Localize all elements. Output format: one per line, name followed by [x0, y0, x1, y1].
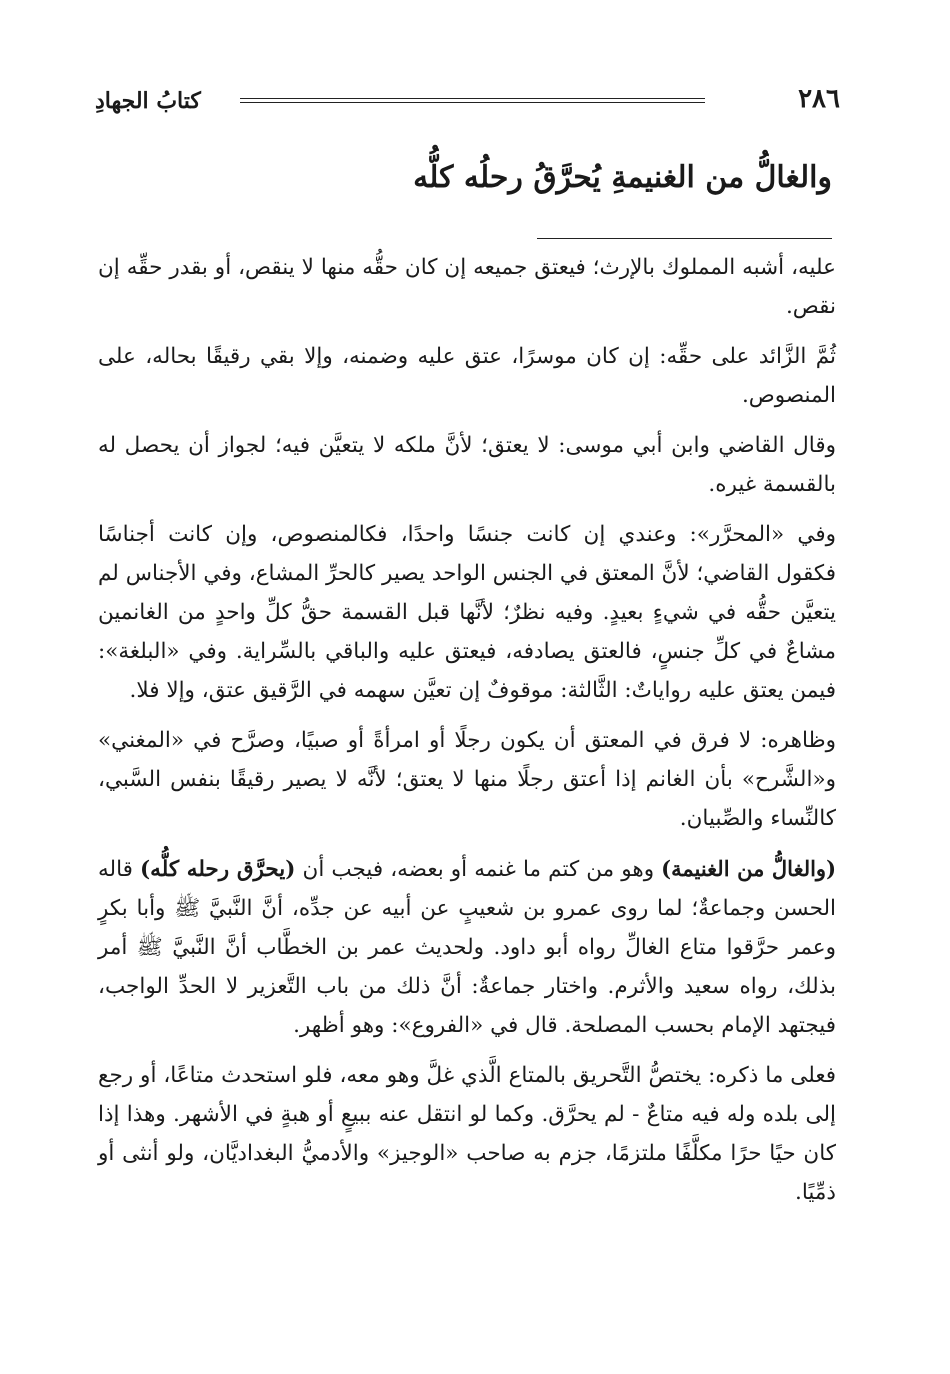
paragraph: عليه، أشبه المملوك بالإرث؛ فيعتق جميعه إن كان حقُّه منها لا ينقص، أو بقدر حقِّه إن نقص.	[98, 255, 836, 319]
paragraph: وظاهره: لا فرق في المعتق أن يكون رجلًا أو امرأةً أو صبيًا، وصرَّح في «المغني» و«الشَّرح» بأن الغانم إذا أعتق رجلًا منها لا يعتق؛ لأنَّه لا يصير رقيقًا بنفس السَّبي، كالنِّساء والصِّبيان.	[98, 728, 836, 831]
commentary-lead: (والغالُّ من الغنيمة)	[661, 856, 837, 881]
title-rule	[537, 238, 832, 239]
commentary-bold: (يحرَّق رحله كلُّه)	[140, 857, 296, 882]
running-header	[95, 80, 840, 120]
commentary-text: قاله الحسن وجماعةٌ؛ لما روى عمرو بن شعيبٍ عن أبيه عن جدِّه، أنَّ النَّبيَّ ﷺ وأبا بكرٍ وعمر حرَّقوا متاع الغالِّ رواه أبو داود. ولحديث عمر بن الخطَّاب أنَّ النَّبيَّ ﷺ أمر بذلك، رواه سعيد والأثرم. واختار جماعةٌ: أنَّ ذلك من باب التَّعزير لا الحدِّ الواجب، فيجتهد الإمام بحسب المصلحة. قال في «الفروع»: وهو أظهر.	[98, 857, 836, 1038]
section-title: والغالُّ من الغنيمةِ يُحرَّقُ رحلُه كلُّه	[413, 160, 832, 195]
paragraph: وقال القاضي وابن أبي موسى: لا يعتق؛ لأنَّ ملكه لا يتعيَّن فيه؛ لجواز أن يحصل له بالقسمة غيره.	[98, 433, 836, 497]
book-title: كتابُ الجهادِ	[95, 88, 201, 114]
page-body	[98, 248, 836, 1223]
paragraph: فعلى ما ذكره: يختصُّ التَّحريق بالمتاع الَّذي غلَّ وهو معه، فلو استحدث متاعًا، أو رجع إلى بلده وله فيه متاعٌ - لم يحرَّق. وكما لو انتقل عنه ببيعٍ أو هبةٍ في الأشهر. وهذا إذا كان حيًا حرًا مكلَّفًا ملتزمًا، جزم به صاحب «الوجيز» والأدميُّ البغداديَّان، ولو أنثى أو ذمِّيًا.	[98, 1063, 836, 1205]
commentary-paragraph	[98, 849, 836, 1045]
paragraph: ثُمَّ الزَّائد على حقِّه: إن كان موسرًا، عتق عليه وضمنه، وإلا بقي رقيقًا بحاله، على المنصوص.	[98, 344, 836, 408]
page-number: ٢٨٦	[798, 84, 840, 114]
paragraph: وفي «المحرَّر»: وعندي إن كانت جنسًا واحدًا، فكالمنصوص، وإن كانت أجناسًا فكقول القاضي؛ لأنَّ المعتق في الجنس الواحد يصير كالحرِّ المشاع، وفي الأجناس لم يتعيَّن حقُّه في شيءٍ بعيدٍ. وفيه نظرٌ؛ لأنَّها قبل القسمة حقُّ كلِّ واحدٍ من الغانمين مشاعٌ في كلِّ جنسٍ، فالعتق يصادفه، فيعتق عليه والباقي بالسِّراية. وفي «البلغة»: فيمن يعتق عليه رواياتٌ: الثَّالثة: موقوفٌ إن تعيَّن سهمه في الرَّقيق عتق، وإلا فلا.	[98, 522, 836, 703]
commentary-text: وهو من كتم ما غنمه أو بعضه، فيجب أن	[295, 857, 662, 882]
header-rule	[240, 98, 705, 103]
